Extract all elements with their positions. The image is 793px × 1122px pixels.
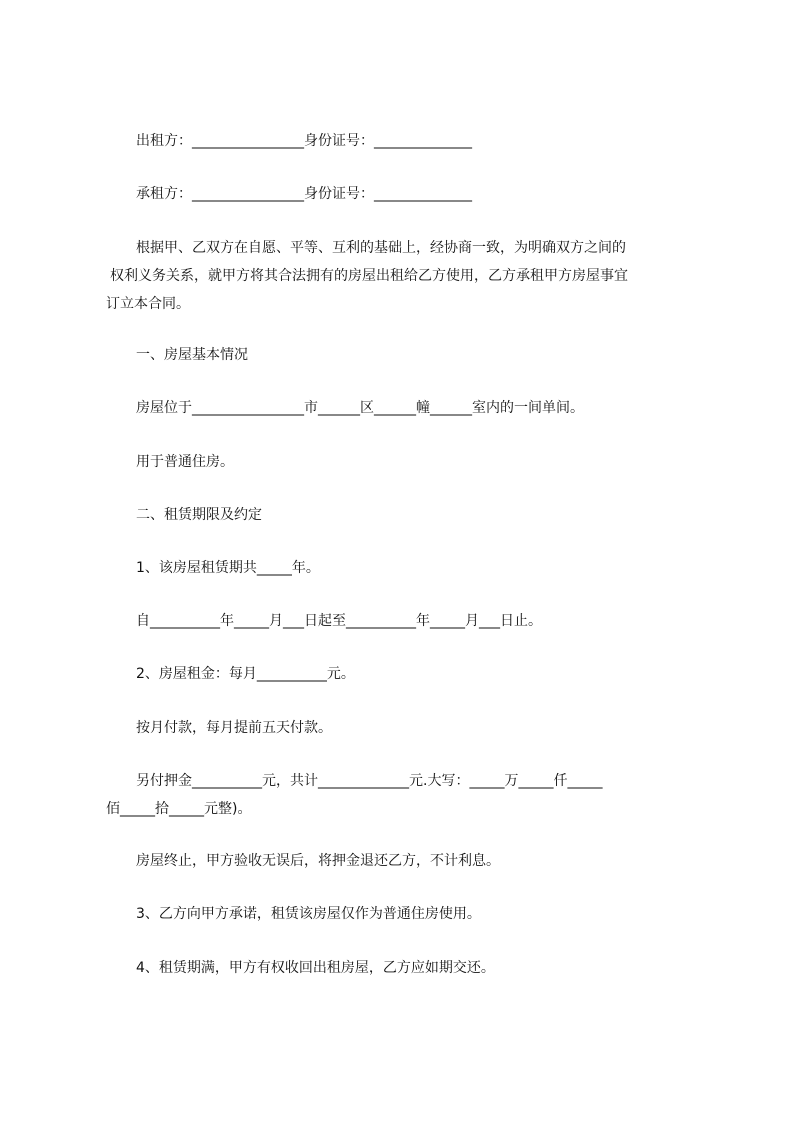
refund-text: 房屋终止，甲方验收无误后，将押金退还乙方，不计利息。 [136,853,500,869]
section1-heading-text: 一、房屋基本情况 [136,347,248,363]
lessor-line [136,131,472,151]
period-text: 自__________年_____月___日起至__________年_____月___日止。 [136,613,542,629]
lessor-text: 出租方：________________身份证号：______________ [136,133,472,149]
lessee-line [136,184,472,204]
rent-text: 2、房屋租金：每月__________元。 [136,666,355,682]
expiry-text: 4、租赁期满，甲方有权收回出租房屋，乙方应如期交还。 [136,960,495,976]
section1-heading [136,345,248,365]
intro-line-1 [136,238,626,258]
usage-promise-text: 3、乙方向甲方承诺，租赁该房屋仅作为普通住房使用。 [136,906,481,922]
period-line [136,611,542,631]
expiry-item [136,958,495,978]
deposit-text-1: 另付押金__________元，共计_____________元.大写：_____万_____仟_____ [136,773,603,789]
payment-line [136,718,332,738]
deposit-text-2: 佰_____拾_____元整)。 [106,801,252,817]
intro-text-2: 权利义务关系，就甲方将其合法拥有的房屋出租给乙方使用，乙方承租甲方房屋事宜 [110,268,628,284]
intro-line-2 [110,266,628,286]
intro-line-3 [106,294,190,314]
usage-line [136,452,234,472]
location-text: 房屋位于________________市______区______幢______室内的一间单间。 [136,400,584,416]
payment-text: 按月付款，每月提前五天付款。 [136,720,332,736]
intro-text-3: 订立本合同。 [106,296,190,312]
usage-promise-item [136,904,481,924]
lessee-text: 承租方：________________身份证号：______________ [136,186,472,202]
deposit-line-1 [136,771,602,791]
term-text: 1、该房屋租赁期共_____年。 [136,560,320,576]
section2-heading-text: 二、租赁期限及约定 [136,507,262,523]
deposit-line-2 [106,799,251,819]
section2-heading [136,505,262,525]
term-item [136,558,320,578]
location-line [136,398,584,418]
refund-line [136,851,500,871]
intro-text-1: 根据甲、乙双方在自愿、平等、互利的基础上，经协商一致，为明确双方之间的 [136,240,626,256]
rent-item [136,664,355,684]
usage-text: 用于普通住房。 [136,454,234,470]
